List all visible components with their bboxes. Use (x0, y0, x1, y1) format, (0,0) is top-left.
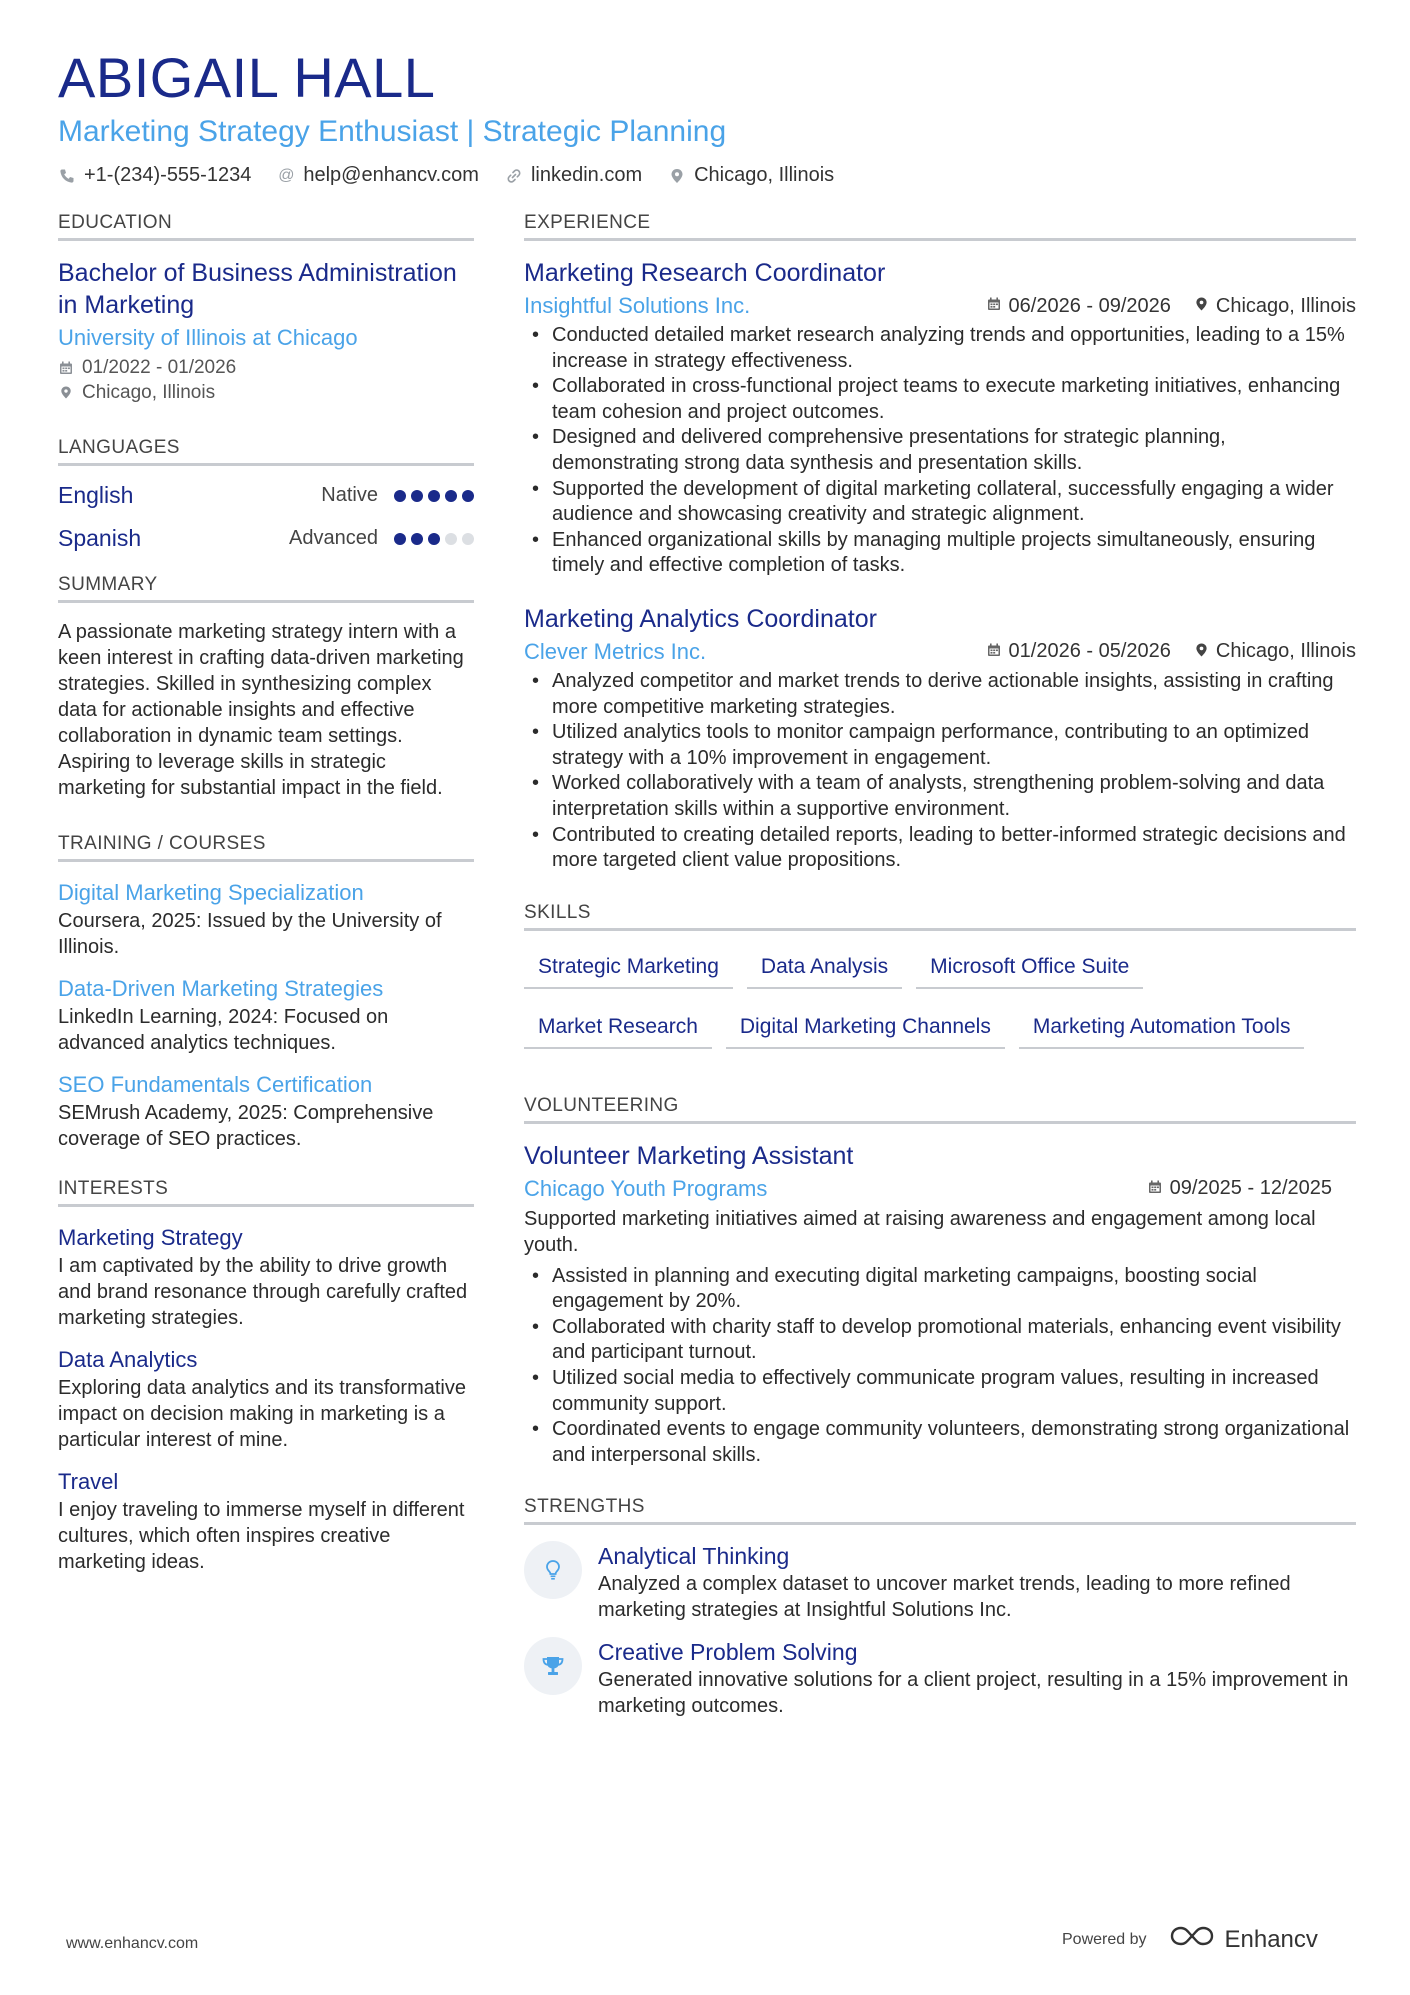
interest-desc: Exploring data analytics and its transformative impact on decision making in marketing is a particular interest of mine. (58, 1377, 466, 1451)
skills-list (524, 947, 1344, 1049)
job-dates (987, 640, 1171, 663)
course-title: SEO Fundamentals Certification (58, 1072, 373, 1097)
job-meta (987, 295, 1356, 318)
course-desc: LinkedIn Learning, 2024: Focused on advanced analytics techniques. (58, 1006, 389, 1054)
bullet-item: • Conducted detailed market research analyzing trends and opportunities, leading to a 15% increase in strategy effectiveness. (524, 323, 1356, 374)
language-rating (394, 490, 474, 502)
bullet-item: • Enhanced organizational skills by managing multiple projects simultaneously, ensuring timely and effective completion of tasks. (524, 528, 1356, 579)
rating-dot-filled (428, 533, 440, 545)
course-item (58, 878, 474, 960)
experience-entry (524, 257, 1356, 579)
skill-tag: Marketing Automation Tools (1019, 1007, 1305, 1049)
interest-desc: I enjoy traveling to immerse myself in different cultures, which often inspires creative marketing ideas. (58, 1499, 465, 1573)
language-rating (394, 533, 474, 545)
left-column (58, 212, 474, 1589)
course-desc: SEMrush Academy, 2025: Comprehensive coverage of SEO practices. (58, 1102, 434, 1150)
bullet-item: • Contributed to creating detailed reports, leading to better-informed strategic decisions and more targeted client value propositions. (524, 823, 1356, 874)
resume-header (58, 46, 1358, 187)
email-text: help@enhancv.com (303, 164, 479, 186)
bullet-item: • Collaborated with charity staff to develop promotional materials, enhancing event visibility and participant turnout. (524, 1315, 1356, 1366)
skill-tag: Data Analysis (747, 947, 902, 989)
footer-website[interactable]: www.enhancv.com (66, 1935, 199, 1952)
language-item (58, 474, 474, 517)
skill-tag: Market Research (524, 1007, 712, 1049)
strengths-list (524, 1541, 1356, 1719)
volunteer-dates-wrap (1148, 1177, 1332, 1200)
courses-list (58, 878, 474, 1152)
volunteer-subheader (524, 1174, 1356, 1204)
skill-tag: Digital Marketing Channels (726, 1007, 1005, 1049)
interest-item (58, 1467, 474, 1575)
rating-dot-filled (411, 490, 423, 502)
company-name: Clever Metrics Inc. (524, 638, 707, 664)
strength-body (598, 1541, 1356, 1623)
location-text: Chicago, Illinois (694, 164, 835, 186)
interest-desc: I am captivated by the ability to drive growth and brand resonance through carefully crafted marketing strategies. (58, 1255, 468, 1329)
strength-title: Analytical Thinking (598, 1543, 790, 1570)
candidate-name: ABIGAIL HALL (58, 46, 436, 109)
bullet-item: • Analyzed competitor and market trends to derive actionable insights, assisting in crafting more competitive marketing strategies. (524, 669, 1356, 720)
right-column (524, 212, 1356, 1733)
interest-item (58, 1345, 474, 1453)
language-level: Native (321, 484, 378, 506)
bullet-item: • Supported the development of digital marketing collateral, successfully engaging a wider audience and showcasing creativity and strategic alignment. (524, 477, 1356, 528)
bullet-item: • Assisted in planning and executing digital marketing campaigns, boosting social engagement by 20%. (524, 1264, 1356, 1315)
volunteer-title: Volunteer Marketing Assistant (524, 1141, 854, 1170)
strength-item (524, 1637, 1356, 1719)
summary-text: A passionate marketing strategy intern with a keen interest in crafting data-driven marketing strategies. Skilled in synthesizing complex data for actionable insights and effective collaboration in dynamic team settings. Aspiring to leverage skills in strategic marketing for substantial impact in the field. (58, 621, 464, 799)
enhancv-logo-icon (1169, 1924, 1215, 1955)
job-title: Marketing Research Coordinator (524, 259, 886, 287)
calendar-icon (987, 297, 1001, 315)
map-pin-icon (1195, 296, 1208, 316)
interests-heading: INTERESTS (58, 1178, 474, 1207)
skill-tag: Strategic Marketing (524, 947, 733, 989)
contact-location (668, 164, 834, 187)
training-heading: TRAINING / COURSES (58, 833, 474, 862)
job-bullets (524, 669, 1356, 874)
bullet-item: • Worked collaboratively with a team of analysts, strengthening problem-solving and data interpretation skills within a supportive environment. (524, 771, 1356, 822)
degree-title: Bachelor of Business Administration in Marketing (58, 259, 457, 319)
job-dates-text: 06/2026 - 09/2026 (1008, 294, 1171, 317)
education-location-text: Chicago, Illinois (82, 382, 216, 403)
language-name: Spanish (58, 525, 142, 551)
rating-dot-empty (462, 533, 474, 545)
skills-heading: SKILLS (524, 902, 1356, 931)
languages-heading: LANGUAGES (58, 437, 474, 466)
course-title: Digital Marketing Specialization (58, 880, 364, 905)
rating-dot-filled (445, 490, 457, 502)
job-location-text: Chicago, Illinois (1215, 640, 1356, 663)
bullet-item: • Designed and delivered comprehensive presentations for strategic planning, demonstrating strong data synthesis and presentation skills. (524, 425, 1356, 476)
strength-desc: Generated innovative solutions for a client project, resulting in a 15% improvement in marketing outcomes. (598, 1669, 1349, 1718)
calendar-icon (987, 643, 1001, 661)
education-dates-text: 01/2022 - 01/2026 (82, 357, 237, 378)
bullet-item: • Coordinated events to engage community volunteers, demonstrating strong organizational and interpersonal skills. (524, 1417, 1356, 1468)
interest-item (58, 1223, 474, 1331)
course-desc: Coursera, 2025: Issued by the University of Illinois. (58, 910, 442, 958)
rating-dot-filled (462, 490, 474, 502)
strength-title: Creative Problem Solving (598, 1639, 858, 1666)
rating-dot-filled (394, 490, 406, 502)
interests-list (58, 1223, 474, 1575)
link-icon (505, 168, 523, 184)
phone-text: +1-(234)-555-1234 (84, 164, 252, 186)
brand-logo[interactable] (1169, 1924, 1318, 1955)
job-meta (987, 640, 1356, 663)
job-dates (987, 295, 1171, 318)
strengths-heading: STRENGTHS (524, 1496, 1356, 1525)
strength-item (524, 1541, 1356, 1623)
candidate-headline: Marketing Strategy Enthusiast | Strategic Planning (58, 115, 727, 148)
contact-phone[interactable] (58, 164, 251, 187)
linkedin-text: linkedin.com (530, 164, 643, 186)
language-name: English (58, 482, 134, 508)
job-title: Marketing Analytics Coordinator (524, 604, 877, 633)
job-location-text: Chicago, Illinois (1215, 294, 1356, 317)
job-bullets (524, 323, 1356, 579)
calendar-icon (1148, 1180, 1162, 1198)
rating-dot-filled (428, 490, 440, 502)
job-location (1195, 640, 1356, 663)
volunteer-dates (1148, 1177, 1332, 1200)
map-pin-icon (668, 168, 686, 184)
bullet-item: • Collaborated in cross-functional project teams to execute marketing initiatives, enhancing team cohesion and project outcomes. (524, 374, 1356, 425)
map-pin-icon (58, 385, 74, 400)
lightbulb-icon (524, 1541, 582, 1599)
powered-by-text: Powered by (1062, 1930, 1147, 1948)
volunteer-bullets (524, 1264, 1356, 1469)
language-level: Advanced (289, 527, 378, 549)
contact-bar (58, 164, 1358, 187)
interest-title: Data Analytics (58, 1347, 198, 1372)
bullet-item: • Utilized social media to effectively communicate program values, resulting in increased community support. (524, 1366, 1356, 1417)
volunteering-heading: VOLUNTEERING (524, 1095, 1356, 1124)
summary-heading: SUMMARY (58, 574, 474, 603)
languages-list (58, 474, 474, 560)
course-title: Data-Driven Marketing Strategies (58, 976, 384, 1001)
volunteer-dates-text: 09/2025 - 12/2025 (1169, 1177, 1332, 1200)
job-dates-text: 01/2026 - 05/2026 (1008, 640, 1171, 663)
education-dates (58, 355, 474, 380)
education-heading: EDUCATION (58, 212, 474, 241)
volunteering-entry (524, 1140, 1356, 1469)
experience-heading: EXPERIENCE (524, 212, 1356, 241)
education-entry (58, 257, 474, 405)
trophy-icon (524, 1637, 582, 1695)
map-pin-icon (1195, 642, 1208, 662)
course-item (58, 974, 474, 1056)
rating-dot-filled (394, 533, 406, 545)
contact-linkedin[interactable] (505, 164, 642, 187)
strength-body (598, 1637, 1356, 1719)
education-location (58, 380, 474, 405)
interest-title: Travel (58, 1469, 119, 1494)
job-subheader (524, 291, 1356, 321)
at-icon: @ (278, 166, 295, 184)
rating-dot-filled (411, 533, 423, 545)
brand-name: Enhancv (1224, 1925, 1318, 1953)
school-name: University of Illinois at Chicago (58, 325, 358, 350)
contact-email[interactable] (277, 164, 479, 187)
volunteer-desc: Supported marketing initiatives aimed at raising awareness and engagement among local youth. (524, 1207, 1316, 1256)
skill-tag: Microsoft Office Suite (916, 947, 1143, 989)
volunteer-org: Chicago Youth Programs (524, 1175, 768, 1201)
job-subheader (524, 637, 1356, 667)
bullet-item: • Utilized analytics tools to monitor campaign performance, contributing to an optimized strategy with a 10% improvement in engagement. (524, 720, 1356, 771)
experience-entry (524, 603, 1356, 874)
interest-title: Marketing Strategy (58, 1225, 243, 1250)
job-location (1195, 295, 1356, 318)
company-name: Insightful Solutions Inc. (524, 293, 751, 318)
calendar-icon (58, 361, 74, 375)
rating-dot-empty (445, 533, 457, 545)
course-item (58, 1070, 474, 1152)
strength-desc: Analyzed a complex dataset to uncover market trends, leading to more refined marketing strategies at Insightful Solutions Inc. (598, 1573, 1291, 1622)
language-item (58, 517, 474, 560)
footer-branding (1062, 1924, 1318, 1955)
phone-icon (58, 168, 76, 184)
